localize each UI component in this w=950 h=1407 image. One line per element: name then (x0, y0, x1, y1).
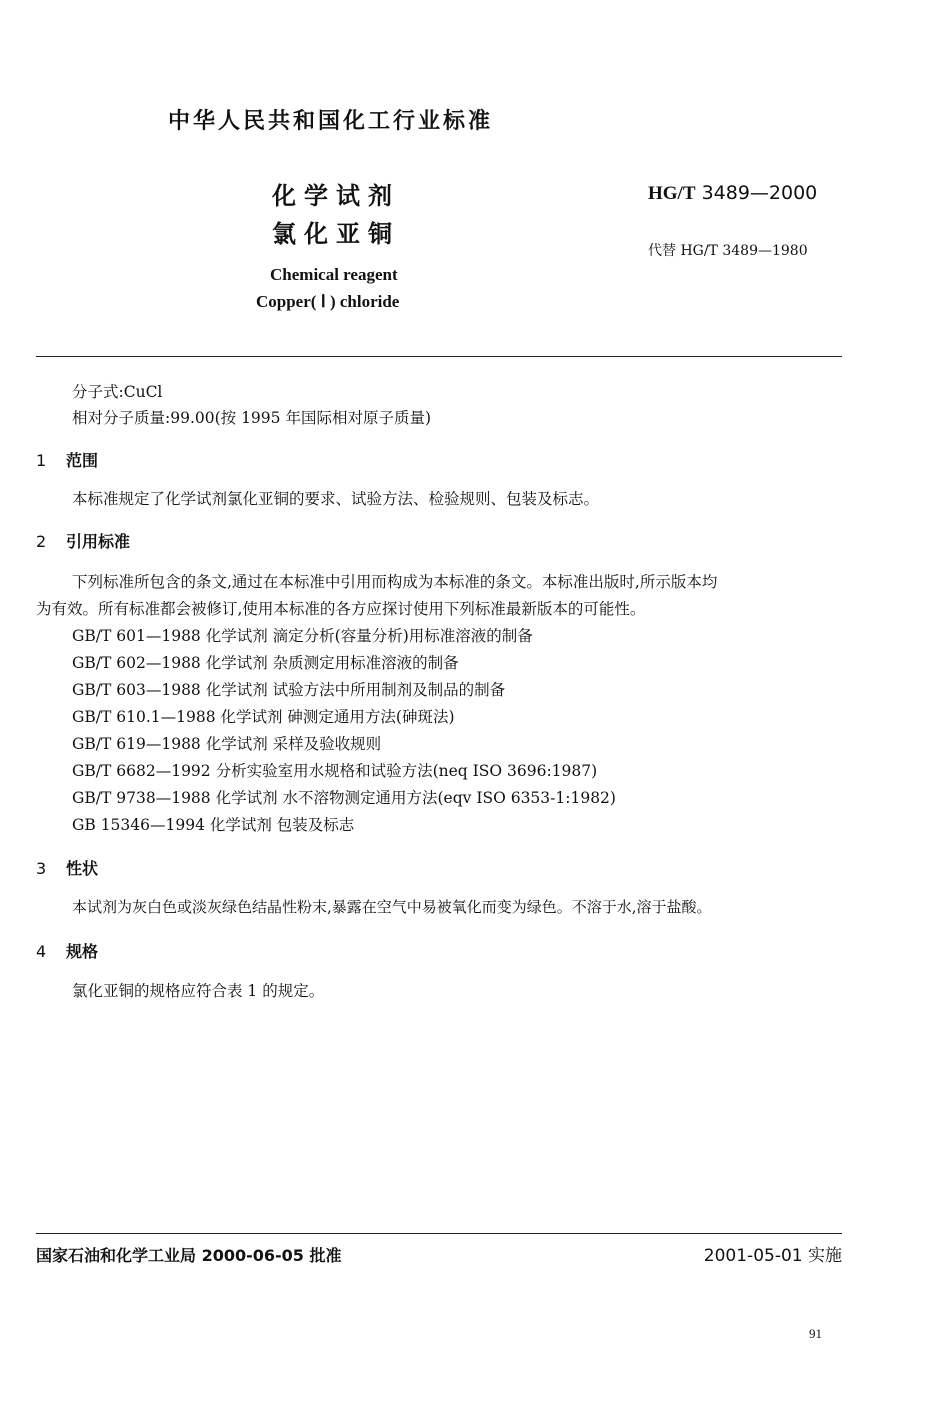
spec-text: 氯化亚铜的规格应符合表 1 的规定。 (72, 982, 325, 1000)
section-heading-scope (36, 448, 98, 471)
section-title: 范围 (66, 451, 99, 470)
reference-item: GB/T 6682—1992 分析实验室用水规格和试验方法(neq ISO 3696:1987) (72, 762, 598, 780)
section-title: 引用标准 (66, 532, 131, 551)
section-heading-references (36, 529, 130, 552)
reference-item: GB/T 619—1988 化学试剂 采样及验收规则 (72, 735, 382, 753)
reference-item: GB/T 601—1988 化学试剂 滴定分析(容量分析)用标准溶液的制备 (72, 627, 533, 645)
section-heading-spec (36, 939, 98, 962)
reference-item: GB/T 610.1—1988 化学试剂 砷测定通用方法(砷斑法) (72, 708, 455, 726)
section-number: 4 (36, 942, 47, 961)
properties-text: 本试剂为灰白色或淡灰绿色结晶性粉末,暴露在空气中易被氧化而变为绿色。不溶于水,溶于盐酸。 (72, 898, 712, 916)
references-intro-line1: 下列标准所包含的条文,通过在本标准中引用而构成为本标准的条文。本标准出版时,所示版本均 (72, 573, 718, 591)
reference-item: GB/T 9738—1988 化学试剂 水不溶物测定通用方法(eqv ISO 6353-1:1982) (72, 789, 616, 807)
approval-note: 国家石油和化学工业局 2000-06-05 批准 (36, 1246, 342, 1265)
reference-item: GB/T 602—1988 化学试剂 杂质测定用标准溶液的制备 (72, 654, 459, 672)
page-number: 91 (809, 1326, 822, 1341)
section-title: 性状 (66, 859, 99, 878)
standard-code (648, 182, 817, 205)
effective-date: 2001-05-01 实施 (703, 1246, 842, 1266)
header-divider (36, 356, 842, 357)
national-standard-title: 中华人民共和国化工行业标准 (168, 109, 494, 134)
molar-mass: 相对分子质量:99.00(按 1995 年国际相对原子质量) (72, 409, 431, 427)
footer-divider (36, 1233, 842, 1234)
section-number: 1 (36, 451, 47, 470)
title-cn-line2: 氯化亚铜 (272, 220, 400, 248)
reference-item: GB 15346—1994 化学试剂 包装及标志 (72, 816, 355, 834)
molecular-formula: 分子式:CuCl (72, 383, 163, 401)
section-number: 3 (36, 859, 47, 878)
references-intro-line2: 为有效。所有标准都会被修订,使用本标准的各方应探讨使用下列标准最新版本的可能性。 (36, 600, 646, 618)
replaces-note: 代替 HG/T 3489—1980 (648, 243, 808, 259)
title-en-line1: Chemical reagent (270, 265, 398, 284)
section-heading-properties (36, 856, 98, 879)
title-cn-line1: 化学试剂 (272, 182, 400, 210)
standard-code-prefix: HG/T (648, 183, 696, 204)
section-number: 2 (36, 532, 47, 551)
title-en-line2: Copper( Ⅰ ) chloride (256, 292, 400, 311)
reference-item: GB/T 603—1988 化学试剂 试验方法中所用制剂及制品的制备 (72, 681, 506, 699)
section-title: 规格 (66, 942, 99, 961)
standard-code-number: 3489—2000 (701, 182, 818, 204)
scope-text: 本标准规定了化学试剂氯化亚铜的要求、试验方法、检验规则、包装及标志。 (72, 490, 600, 508)
